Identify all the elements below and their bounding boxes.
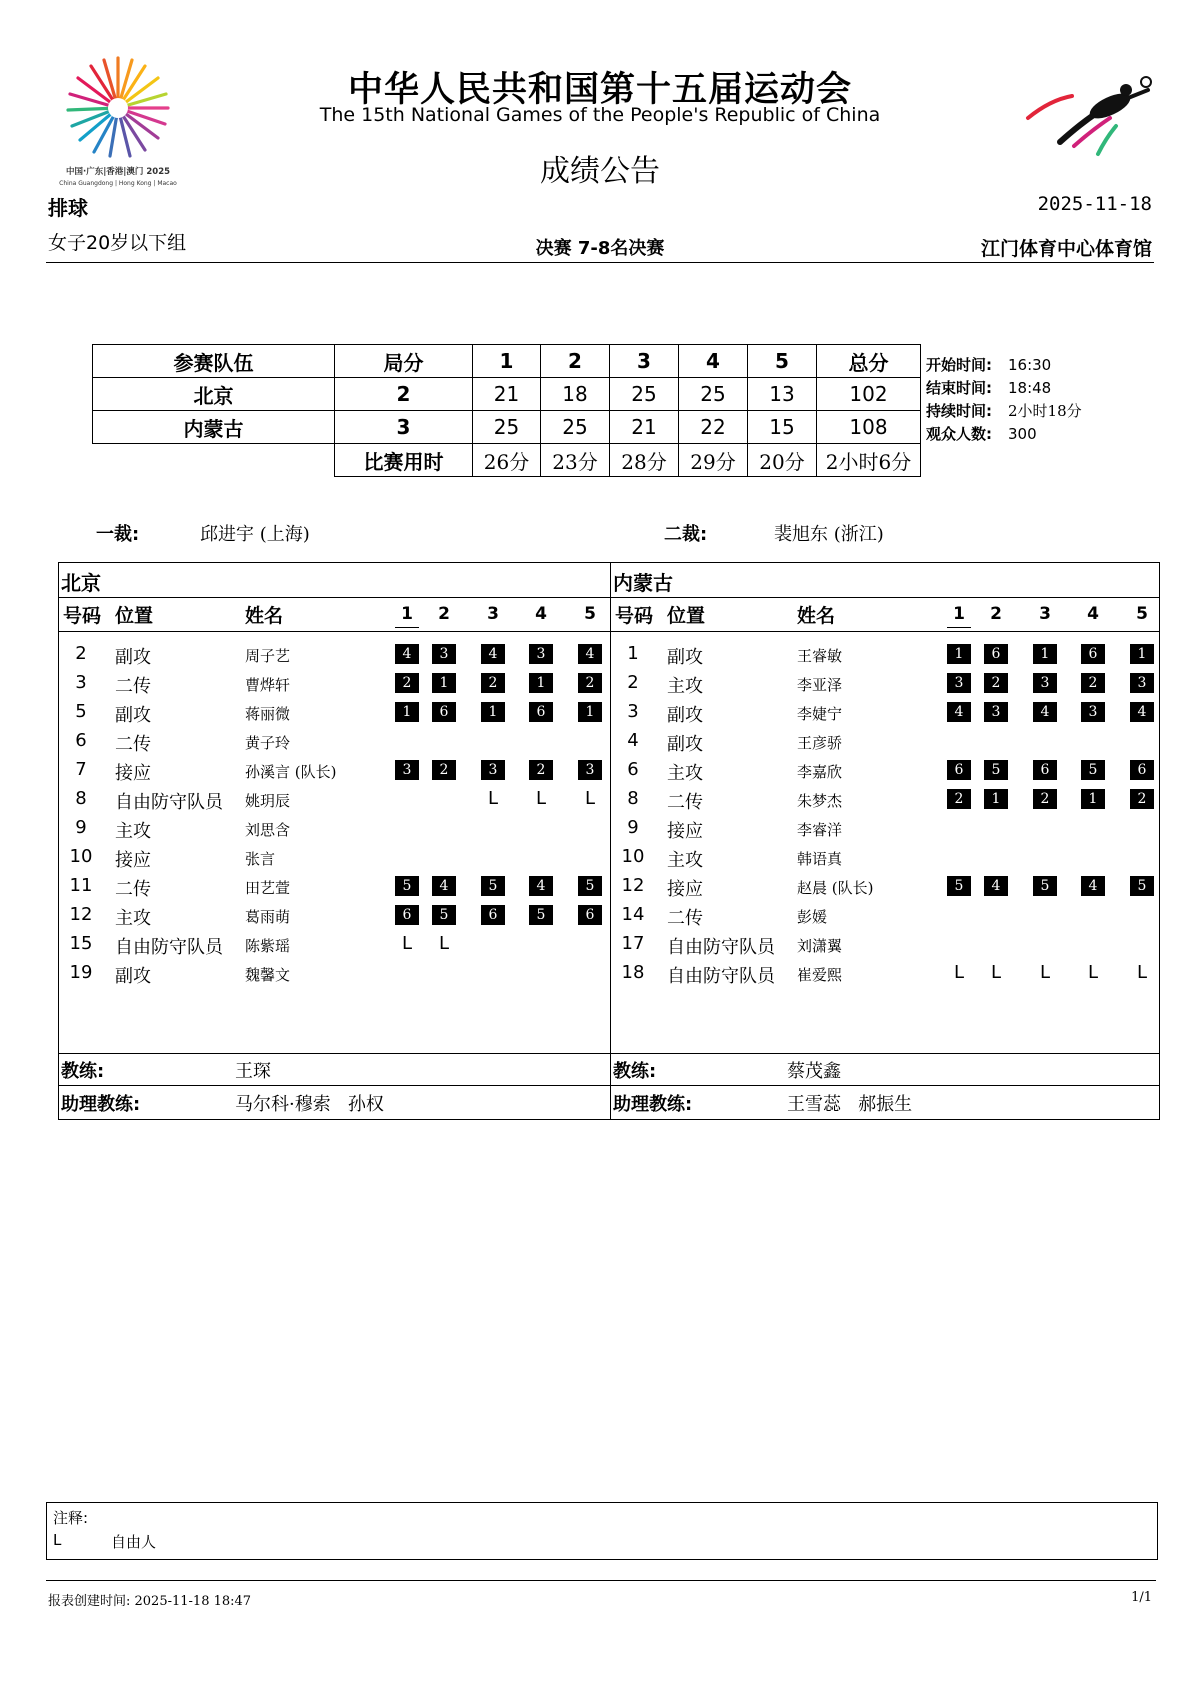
sport-name: 排球 (48, 196, 88, 220)
player-row (611, 902, 1159, 930)
player-row (611, 728, 1159, 756)
games-logo (48, 40, 188, 190)
header-team: 参赛队伍 (93, 345, 335, 378)
team-b-sets-won: 3 (335, 411, 473, 444)
score-row-team-a (93, 378, 921, 411)
starting-position-box: 4 (1130, 702, 1154, 722)
second-referee-label: 二裁: (664, 524, 708, 545)
player-number: 12 (621, 875, 645, 896)
duration-total: 2小时6分 (817, 444, 921, 477)
player-name: 葛雨萌 (245, 908, 291, 926)
page-number: 1/1 (1131, 1590, 1152, 1605)
starting-position-box: 1 (481, 702, 505, 722)
team-a-set-4: 25 (679, 378, 748, 411)
player-position: 主攻 (115, 908, 151, 929)
starting-position-box: 2 (984, 673, 1008, 693)
team-b-roster (611, 563, 1159, 1119)
player-position: 自由防守队员 (115, 937, 223, 958)
duration-set-4: 29分 (679, 444, 748, 477)
header-total: 总分 (817, 345, 921, 378)
column-header-set-3: 3 (1039, 604, 1051, 624)
player-name: 田艺萱 (245, 879, 291, 897)
starting-position-box: 5 (1081, 760, 1105, 780)
player-number: 7 (75, 759, 87, 780)
second-referee: 裴旭东 (浙江) (774, 524, 884, 545)
header-set-2: 2 (541, 345, 610, 378)
player-row (611, 844, 1159, 872)
header-set-5: 5 (748, 345, 817, 378)
player-number: 19 (69, 962, 93, 983)
document-title: 成绩公告 (540, 154, 660, 189)
starting-position-box: 6 (1033, 760, 1057, 780)
team-a-set-1: 21 (473, 378, 541, 411)
starting-position-box: 5 (1033, 876, 1057, 896)
column-header-set-4: 4 (1087, 604, 1099, 624)
libero-mark: L (953, 962, 965, 983)
start-time: 16:30 (1008, 356, 1052, 374)
starting-position-box: 1 (1081, 789, 1105, 809)
spectators: 300 (1008, 425, 1037, 443)
starting-position-box: 4 (529, 876, 553, 896)
player-number: 1 (627, 643, 639, 664)
player-number: 14 (621, 904, 645, 925)
player-number: 5 (75, 701, 87, 722)
column-header-set-1: 1 (953, 604, 965, 624)
column-header-number: 号码 (615, 605, 654, 627)
player-position: 主攻 (667, 850, 703, 871)
starting-position-box: 6 (395, 905, 419, 925)
starting-position-box: 5 (947, 876, 971, 896)
logo-caption-en: China Guangdong | Hong Kong | Macao (59, 180, 177, 187)
coach-name: 蔡茂鑫 (787, 1061, 841, 1082)
column-header-position: 位置 (115, 605, 154, 627)
libero-mark: L (990, 962, 1002, 983)
starting-position-box: 6 (432, 702, 456, 722)
column-header-set-1: 1 (401, 604, 413, 624)
starting-position-box: 1 (947, 644, 971, 664)
player-row (611, 873, 1159, 901)
player-number: 2 (627, 672, 639, 693)
player-position: 主攻 (115, 821, 151, 842)
starting-position-box: 3 (984, 702, 1008, 722)
player-name: 孙溪言 (队长) (245, 763, 337, 781)
team-b-coach-divider (611, 1053, 1159, 1054)
player-row (611, 960, 1159, 988)
team-b-header-divider (611, 631, 1159, 632)
player-name: 韩语真 (797, 850, 843, 868)
duration-set-1: 26分 (473, 444, 541, 477)
start-time-label: 开始时间: (926, 356, 992, 374)
player-position: 主攻 (667, 676, 703, 697)
player-name: 李婕宁 (797, 705, 843, 723)
column-header-set-2: 2 (438, 604, 450, 624)
player-position: 主攻 (667, 763, 703, 784)
player-row (59, 670, 610, 698)
player-name: 王彦骄 (797, 734, 843, 752)
column-header-name: 姓名 (245, 605, 284, 627)
player-number: 9 (627, 817, 639, 838)
header-set-3: 3 (610, 345, 679, 378)
starting-position-box: 1 (578, 702, 602, 722)
player-row (59, 873, 610, 901)
player-position: 接应 (115, 763, 151, 784)
starting-position-box: 3 (432, 644, 456, 664)
libero-mark: L (584, 788, 596, 809)
libero-mark: L (487, 788, 499, 809)
column-header-set-2: 2 (990, 604, 1002, 624)
column-header-set-5: 5 (1136, 604, 1148, 624)
header-divider (46, 262, 1154, 263)
end-time-label: 结束时间: (926, 379, 992, 397)
player-row (59, 786, 610, 814)
player-row (59, 960, 610, 988)
player-name: 朱梦杰 (797, 792, 843, 810)
duration-set-3: 28分 (610, 444, 679, 477)
player-position: 接应 (667, 821, 703, 842)
team-b-set-3: 21 (610, 411, 679, 444)
match-info (926, 354, 1082, 446)
player-number: 11 (69, 875, 93, 896)
team-a-total: 102 (817, 378, 921, 411)
starting-position-box: 5 (432, 905, 456, 925)
starting-position-box: 2 (947, 789, 971, 809)
team-b-set-5: 15 (748, 411, 817, 444)
starting-position-box: 4 (481, 644, 505, 664)
header-set-4: 4 (679, 345, 748, 378)
assistant-coach-names: 马尔科·穆索 孙权 (235, 1094, 384, 1115)
libero-mark: L (1087, 962, 1099, 983)
starting-position-box: 3 (481, 760, 505, 780)
player-number: 18 (621, 962, 645, 983)
libero-mark: L (1039, 962, 1051, 983)
starting-position-box: 6 (1081, 644, 1105, 664)
player-position: 二传 (115, 676, 151, 697)
player-row (611, 670, 1159, 698)
team-a-title-divider (59, 597, 610, 598)
player-position: 副攻 (115, 647, 151, 668)
player-position: 副攻 (667, 647, 703, 668)
column-header-set-4: 4 (535, 604, 547, 624)
player-row (59, 728, 610, 756)
player-name: 崔爱熙 (797, 966, 843, 984)
starting-position-box: 2 (529, 760, 553, 780)
coach-name: 王琛 (235, 1061, 271, 1082)
starting-position-box: 3 (947, 673, 971, 693)
player-number: 6 (627, 759, 639, 780)
starting-position-box: 3 (1130, 673, 1154, 693)
assistant-coach-names: 王雪蕊 郝振生 (787, 1094, 913, 1115)
player-name: 赵晨 (队长) (797, 879, 874, 897)
starting-position-box: 2 (578, 673, 602, 693)
team-a-set-3: 25 (610, 378, 679, 411)
player-name: 李嘉欣 (797, 763, 843, 781)
column-header-set-5: 5 (584, 604, 596, 624)
team-a-roster-title: 北京 (61, 571, 101, 595)
player-position: 副攻 (667, 705, 703, 726)
player-name: 周子艺 (245, 647, 291, 665)
player-number: 12 (69, 904, 93, 925)
starting-position-box: 3 (529, 644, 553, 664)
starting-position-box: 4 (432, 876, 456, 896)
team-a-roster (59, 563, 611, 1119)
player-number: 6 (75, 730, 87, 751)
team-b-set-1: 25 (473, 411, 541, 444)
starting-position-box: 1 (395, 702, 419, 722)
player-number: 8 (627, 788, 639, 809)
assistant-coach-label: 助理教练: (61, 1094, 141, 1115)
score-header-row (93, 345, 921, 378)
starting-position-box: 5 (481, 876, 505, 896)
set-1-underline (395, 627, 419, 628)
starting-position-box: 2 (395, 673, 419, 693)
player-position: 二传 (667, 908, 703, 929)
player-row (59, 815, 610, 843)
player-number: 10 (621, 846, 645, 867)
starting-position-box: 2 (1130, 789, 1154, 809)
starting-position-box: 5 (578, 876, 602, 896)
starting-position-box: 5 (984, 760, 1008, 780)
player-name: 魏馨文 (245, 966, 291, 984)
starting-position-box: 4 (984, 876, 1008, 896)
spectators-label: 观众人数: (926, 425, 992, 443)
games-title-cn: 中华人民共和国第十五届运动会 (347, 70, 852, 110)
player-row (611, 699, 1159, 727)
first-referee: 邱进宇 (上海) (200, 524, 310, 545)
player-row (59, 931, 610, 959)
player-row (59, 844, 610, 872)
starting-position-box: 3 (1033, 673, 1057, 693)
player-number: 17 (621, 933, 645, 954)
report-created-time: 报表创建时间: 2025-11-18 18:47 (48, 1594, 252, 1609)
libero-mark: L (535, 788, 547, 809)
starting-position-box: 3 (395, 760, 419, 780)
team-a-sets-won: 2 (335, 378, 473, 411)
player-number: 3 (627, 701, 639, 722)
player-position: 二传 (115, 879, 151, 900)
player-name: 刘思含 (245, 821, 291, 839)
player-name: 姚玥辰 (245, 792, 291, 810)
starting-position-box: 6 (529, 702, 553, 722)
player-number: 9 (75, 817, 87, 838)
starting-position-box: 4 (1033, 702, 1057, 722)
player-name: 李亚泽 (797, 676, 843, 694)
notes-description: 自由人 (111, 1533, 157, 1551)
team-a-header-divider (59, 631, 610, 632)
starting-position-box: 6 (1130, 760, 1154, 780)
logo-caption: 中国·广东|香港|澳门 2025 (65, 167, 171, 177)
column-header-name: 姓名 (797, 605, 836, 627)
team-b-set-2: 25 (541, 411, 610, 444)
starting-position-box: 6 (984, 644, 1008, 664)
starting-position-box: 5 (529, 905, 553, 925)
notes-box (46, 1502, 1158, 1560)
score-table (92, 344, 921, 477)
player-position: 自由防守队员 (667, 966, 775, 987)
team-a-set-5: 13 (748, 378, 817, 411)
player-number: 10 (69, 846, 93, 867)
duration-set-5: 20分 (748, 444, 817, 477)
player-row (59, 902, 610, 930)
team-a-assistant-divider (59, 1085, 610, 1086)
player-number: 2 (75, 643, 87, 664)
team-b-title-divider (611, 597, 1159, 598)
match-date: 2025-11-18 (1037, 193, 1152, 215)
column-header-set-3: 3 (487, 604, 499, 624)
player-name: 蒋丽微 (245, 705, 291, 723)
team-a-coach-divider (59, 1053, 610, 1054)
team-b-assistant-divider (611, 1085, 1159, 1086)
player-row (59, 757, 610, 785)
player-name: 李睿洋 (797, 821, 843, 839)
player-name: 彭媛 (797, 908, 828, 926)
player-name: 王睿敏 (797, 647, 843, 665)
player-row (611, 757, 1159, 785)
starting-position-box: 5 (1130, 876, 1154, 896)
player-number: 4 (627, 730, 639, 751)
starting-position-box: 6 (578, 905, 602, 925)
starting-position-box: 2 (1081, 673, 1105, 693)
starting-position-box: 1 (1130, 644, 1154, 664)
player-name: 刘潇翼 (797, 937, 843, 955)
player-position: 自由防守队员 (667, 937, 775, 958)
starting-position-box: 1 (529, 673, 553, 693)
player-row (611, 931, 1159, 959)
player-position: 二传 (115, 734, 151, 755)
player-row (59, 699, 610, 727)
duration-total-label: 持续时间: (926, 402, 992, 420)
duration-row (93, 444, 921, 477)
libero-mark: L (1136, 962, 1148, 983)
team-b-set-4: 22 (679, 411, 748, 444)
player-position: 副攻 (667, 734, 703, 755)
starting-position-box: 3 (578, 760, 602, 780)
event-group: 女子20岁以下组 (48, 232, 187, 254)
duration-total-value: 2小时18分 (1008, 402, 1082, 420)
games-title-en: The 15th National Games of the People's Republic of China (319, 104, 881, 126)
column-header-position: 位置 (667, 605, 706, 627)
starting-position-box: 2 (1033, 789, 1057, 809)
player-position: 接应 (115, 850, 151, 871)
player-name: 黄子玲 (245, 734, 291, 752)
first-referee-label: 一裁: (96, 524, 140, 545)
starting-position-box: 6 (481, 905, 505, 925)
player-number: 8 (75, 788, 87, 809)
team-b-name: 内蒙古 (93, 411, 335, 444)
player-position: 副攻 (115, 966, 151, 987)
player-position: 自由防守队员 (115, 792, 223, 813)
player-number: 3 (75, 672, 87, 693)
libero-mark: L (401, 933, 413, 954)
starting-position-box: 4 (947, 702, 971, 722)
duration-set-2: 23分 (541, 444, 610, 477)
end-time: 18:48 (1008, 379, 1052, 397)
player-name: 曹烨轩 (245, 676, 291, 694)
duration-label: 比赛用时 (335, 444, 473, 477)
player-position: 接应 (667, 879, 703, 900)
rosters (58, 562, 1160, 1120)
coach-label: 教练: (61, 1061, 105, 1082)
volleyball-pictogram-icon (1020, 72, 1170, 162)
starting-position-box: 1 (984, 789, 1008, 809)
notes-title: 注释: (53, 1509, 89, 1527)
starting-position-box: 2 (432, 760, 456, 780)
player-position: 二传 (667, 792, 703, 813)
player-row (59, 641, 610, 669)
starting-position-box: 1 (1033, 644, 1057, 664)
set-1-underline (947, 627, 971, 628)
player-row (611, 641, 1159, 669)
player-name: 张言 (245, 850, 276, 868)
assistant-coach-label: 助理教练: (613, 1094, 693, 1115)
starting-position-box: 3 (1081, 702, 1105, 722)
starting-position-box: 4 (578, 644, 602, 664)
player-row (611, 786, 1159, 814)
team-b-total: 108 (817, 411, 921, 444)
starting-position-box: 6 (947, 760, 971, 780)
team-a-set-2: 18 (541, 378, 610, 411)
column-header-number: 号码 (63, 605, 102, 627)
team-b-roster-title: 内蒙古 (613, 571, 673, 595)
notes-key: L (53, 1531, 62, 1549)
coach-label: 教练: (613, 1061, 657, 1082)
player-row (611, 815, 1159, 843)
event-phase: 决赛 7-8名决赛 (535, 238, 665, 259)
starting-position-box: 5 (395, 876, 419, 896)
footer-divider (46, 1580, 1156, 1581)
header-set-1: 1 (473, 345, 541, 378)
team-a-name: 北京 (93, 378, 335, 411)
player-number: 15 (69, 933, 93, 954)
header-sets: 局分 (335, 345, 473, 378)
venue-name: 江门体育中心体育馆 (980, 238, 1152, 260)
player-name: 陈紫瑶 (245, 937, 291, 955)
libero-mark: L (438, 933, 450, 954)
score-row-team-b (93, 411, 921, 444)
starting-position-box: 1 (432, 673, 456, 693)
player-position: 副攻 (115, 705, 151, 726)
starting-position-box: 4 (395, 644, 419, 664)
starting-position-box: 4 (1081, 876, 1105, 896)
starting-position-box: 2 (481, 673, 505, 693)
